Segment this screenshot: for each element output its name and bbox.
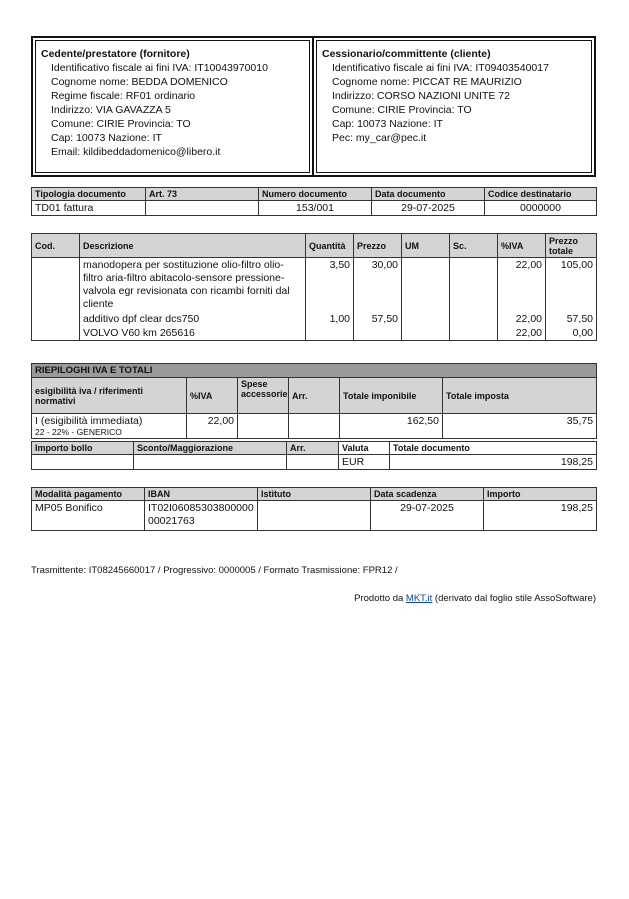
seller-line: Regime fiscale: RF01 ordinario [51, 90, 196, 102]
seller-line: Identificativo fiscale ai fini IVA: IT10043970010 [51, 62, 268, 74]
payment-mode: MP05 Bonifico [32, 501, 145, 531]
vat-rate: 22,00 [187, 414, 238, 439]
totals-table [31, 441, 597, 470]
iban: IT02I0608530380000000021763 [145, 501, 258, 531]
buyer-title: Cessionario/committente (cliente) [322, 48, 491, 60]
totals-header: Valuta [339, 442, 390, 455]
document-total: 198,25 [390, 455, 597, 470]
vat-eligibility: I (esigibilità immediata) [35, 415, 143, 427]
item-total: 57,50 [546, 312, 597, 326]
summary-table [31, 363, 597, 439]
doc-number: 153/001 [259, 201, 372, 216]
doc-art73 [146, 201, 259, 216]
payment-table [31, 487, 597, 531]
taxable-total: 162,50 [340, 414, 443, 439]
doc-date: 29-07-2025 [372, 201, 485, 216]
summary-header: Arr. [289, 378, 340, 414]
doc-header: Tipologia documento [32, 188, 146, 201]
summary-header: Spese accessorie [238, 378, 289, 414]
item-vat: 22,00 [498, 326, 546, 341]
lines-table [31, 233, 597, 341]
payment-amount: 198,25 [484, 501, 597, 531]
mkt-link[interactable]: MKT.it [405, 593, 433, 604]
document-table [31, 187, 597, 216]
table-row [32, 312, 597, 326]
buyer-line: Indirizzo: CORSO NAZIONI UNITE 72 [332, 90, 510, 102]
buyer-line: Cap: 10073 Nazione: IT [332, 118, 443, 130]
buyer-line: Identificativo fiscale ai fini IVA: IT09403540017 [332, 62, 549, 74]
seller-title: Cedente/prestatore (fornitore) [41, 48, 190, 60]
doc-header: Codice destinatario [485, 188, 597, 201]
payment-header: Data scadenza [371, 488, 484, 501]
lines-header: Descrizione [80, 234, 306, 258]
item-quantity: 3,50 [306, 258, 354, 313]
seller-line: Cognome nome: BEDDA DOMENICO [51, 76, 228, 88]
lines-header: Sc. [450, 234, 498, 258]
doc-type: TD01 fattura [32, 201, 146, 216]
seller-line: Comune: CIRIE Provincia: TO [51, 118, 191, 130]
due-date: 29-07-2025 [371, 501, 484, 531]
summary-header: esigibilità iva / riferimenti normativi [32, 378, 187, 414]
totals-header: Arr. [287, 442, 339, 455]
produced-by: Prodotto da MKT.it (derivato dal foglio stile AssoSoftware) [354, 593, 596, 604]
transmitter-info: Trasmittente: IT08245660017 / Progressivo: 0000005 / Formato Trasmissione: FPR12 / [31, 565, 398, 576]
summary-header: %IVA [187, 378, 238, 414]
vat-nature-note: 22 - 22% - GENERICO [35, 427, 122, 437]
tax-total: 35,75 [443, 414, 597, 439]
currency: EUR [339, 455, 390, 470]
item-description: additivo dpf clear dcs750 [80, 312, 306, 326]
payment-header: Istituto [258, 488, 371, 501]
item-quantity [306, 326, 354, 341]
payment-header: Modalità pagamento [32, 488, 145, 501]
item-price: 30,00 [354, 258, 402, 313]
table-row [32, 258, 597, 313]
doc-header: Numero documento [259, 188, 372, 201]
item-vat: 22,00 [498, 312, 546, 326]
item-vat: 22,00 [498, 258, 546, 313]
table-row [32, 326, 597, 341]
buyer-line: Cognome nome: PICCAT RE MAURIZIO [332, 76, 522, 88]
summary-header: Totale imponibile [340, 378, 443, 414]
table-row [32, 414, 597, 439]
lines-header: %IVA [498, 234, 546, 258]
item-total: 0,00 [546, 326, 597, 341]
seller-line: Email: kildibeddadomenico@libero.it [51, 146, 221, 158]
lines-header: Prezzo totale [546, 234, 597, 258]
seller-box [31, 36, 314, 177]
doc-recipient-code: 0000000 [485, 201, 597, 216]
buyer-box [312, 36, 596, 177]
buyer-line: Comune: CIRIE Provincia: TO [332, 104, 472, 116]
lines-header: UM [402, 234, 450, 258]
totals-header: Sconto/Maggiorazione [134, 442, 287, 455]
lines-header: Quantità [306, 234, 354, 258]
item-quantity: 1,00 [306, 312, 354, 326]
totals-header: Importo bollo [32, 442, 134, 455]
lines-header: Cod. [32, 234, 80, 258]
item-total: 105,00 [546, 258, 597, 313]
item-price [354, 326, 402, 341]
item-description: manodopera per sostituzione olio-filtro olio-filtro aria-filtro abitacolo-sensore pressione-valvola egr revisionata con ricambi forniti dal cliente [80, 258, 306, 313]
buyer-line: Pec: my_car@pec.it [332, 132, 427, 144]
bank [258, 501, 371, 531]
summary-title: RIEPILOGHI IVA E TOTALI [32, 364, 597, 378]
seller-line: Cap: 10073 Nazione: IT [51, 132, 162, 144]
seller-line: Indirizzo: VIA GAVAZZA 5 [51, 104, 171, 116]
doc-header: Data documento [372, 188, 485, 201]
doc-header: Art. 73 [146, 188, 259, 201]
payment-header: Importo [484, 488, 597, 501]
item-description: VOLVO V60 km 265616 [80, 326, 306, 341]
lines-header: Prezzo [354, 234, 402, 258]
summary-header: Totale imposta [443, 378, 597, 414]
item-price: 57,50 [354, 312, 402, 326]
payment-header: IBAN [145, 488, 258, 501]
totals-header: Totale documento [390, 442, 597, 455]
